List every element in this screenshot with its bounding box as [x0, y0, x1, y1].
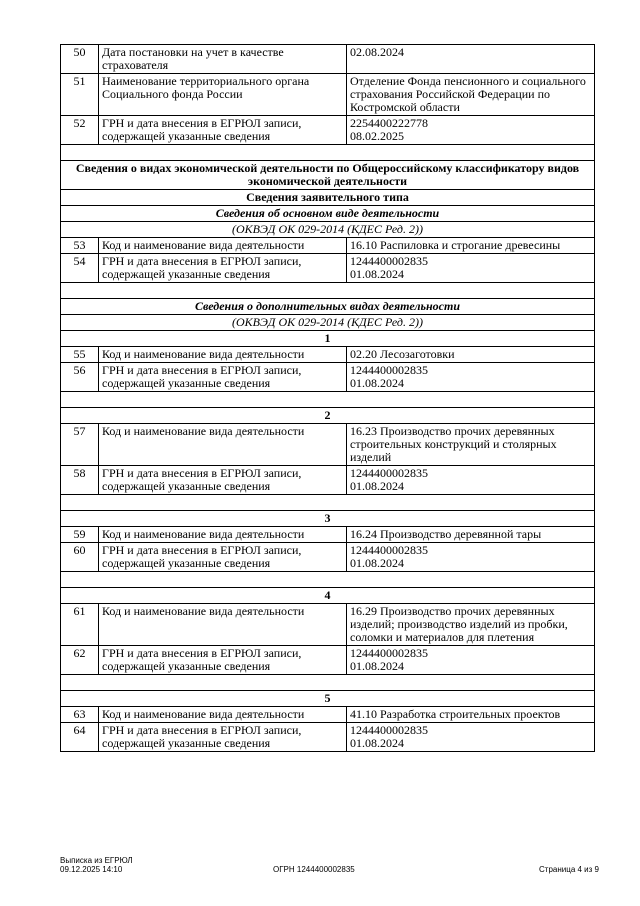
row-value-line: 1244400002835 [350, 723, 428, 737]
row-value-line: 16.23 Производство прочих деревянных строительных конструкций и столярных изделий [350, 424, 557, 464]
row-value-line: 01.08.2024 [350, 479, 404, 493]
row-number: 52 [61, 116, 99, 145]
row-value [347, 254, 595, 283]
activity-index: 2 [61, 408, 595, 424]
table-row [61, 363, 595, 392]
separator-row [61, 283, 595, 299]
row-label: ГРН и дата внесения в ЕГРЮЛ записи, содержащей указанные сведения [99, 646, 347, 675]
row-value-line: 41.10 Разработка строительных проектов [350, 707, 561, 721]
row-value-line: 1244400002835 [350, 466, 428, 480]
table-row [61, 707, 595, 723]
row-label: ГРН и дата внесения в ЕГРЮЛ записи, содержащей указанные сведения [99, 543, 347, 572]
activity-index-row [61, 511, 595, 527]
row-value [347, 543, 595, 572]
section-heading: Сведения о видах экономической деятельности по Общероссийскому классификатору видов экономической деятельности [61, 161, 595, 190]
row-value-line: 1244400002835 [350, 254, 428, 268]
row-label: ГРН и дата внесения в ЕГРЮЛ записи, содержащей указанные сведения [99, 254, 347, 283]
section-heading: Сведения заявительного типа [61, 190, 595, 206]
separator-row [61, 675, 595, 691]
separator-row [61, 145, 595, 161]
row-number: 58 [61, 466, 99, 495]
activity-index-row [61, 408, 595, 424]
row-value [347, 723, 595, 752]
row-label: Код и наименование вида деятельности [99, 238, 347, 254]
row-number: 60 [61, 543, 99, 572]
row-value-line: Отделение Фонда пенсионного и социального страхования Российской Федерации по Костромской области [350, 74, 586, 114]
row-value [347, 604, 595, 646]
subsection-heading: Сведения о дополнительных видах деятельности [61, 299, 595, 315]
table-row [61, 646, 595, 675]
table-row [61, 74, 595, 116]
row-value-line: 16.24 Производство деревянной тары [350, 527, 542, 541]
activity-index-row [61, 588, 595, 604]
row-value-line: 16.10 Распиловка и строгание древесины [350, 238, 561, 252]
row-value-line: 01.08.2024 [350, 736, 404, 750]
separator-row [61, 392, 595, 408]
activity-index: 3 [61, 511, 595, 527]
row-label: Код и наименование вида деятельности [99, 707, 347, 723]
row-value-line: 16.29 Производство прочих деревянных изделий; производство изделий из пробки, соломки и материалов для плетения [350, 604, 568, 644]
separator-cell [61, 283, 595, 299]
classifier-note: (ОКВЭД ОК 029-2014 (КДЕС Ред. 2)) [61, 222, 595, 238]
table-row [61, 254, 595, 283]
row-number: 62 [61, 646, 99, 675]
row-value-line: 01.08.2024 [350, 267, 404, 281]
row-value-line: 08.02.2025 [350, 129, 404, 143]
activity-index-row [61, 331, 595, 347]
row-number: 51 [61, 74, 99, 116]
row-label: Дата постановки на учет в качестве страхователя [99, 45, 347, 74]
row-value-line: 02.08.2024 [350, 45, 404, 59]
row-label: ГРН и дата внесения в ЕГРЮЛ записи, содержащей указанные сведения [99, 116, 347, 145]
row-label: ГРН и дата внесения в ЕГРЮЛ записи, содержащей указанные сведения [99, 466, 347, 495]
row-value [347, 347, 595, 363]
section-heading-row [61, 190, 595, 206]
activity-index: 4 [61, 588, 595, 604]
table-row [61, 45, 595, 74]
row-value [347, 238, 595, 254]
classifier-note-row [61, 315, 595, 331]
row-value [347, 707, 595, 723]
row-number: 53 [61, 238, 99, 254]
row-value [347, 527, 595, 543]
egrul-table [60, 44, 595, 752]
separator-cell [61, 572, 595, 588]
table-row [61, 543, 595, 572]
row-value [347, 646, 595, 675]
footer-ogrn: ОГРН 1244400002835 [273, 865, 355, 874]
row-value-line: 1244400002835 [350, 363, 428, 377]
row-number: 59 [61, 527, 99, 543]
table-row [61, 466, 595, 495]
table-row [61, 424, 595, 466]
subsection-heading-row [61, 206, 595, 222]
row-label: ГРН и дата внесения в ЕГРЮЛ записи, содержащей указанные сведения [99, 363, 347, 392]
row-value-line: 1244400002835 [350, 543, 428, 557]
footer-doc-name: Выписка из ЕГРЮЛ [60, 856, 133, 865]
separator-cell [61, 145, 595, 161]
row-number: 61 [61, 604, 99, 646]
classifier-note-row [61, 222, 595, 238]
row-value [347, 74, 595, 116]
subsection-heading-row [61, 299, 595, 315]
row-number: 56 [61, 363, 99, 392]
row-value-line: 01.08.2024 [350, 659, 404, 673]
row-label: Код и наименование вида деятельности [99, 527, 347, 543]
row-number: 50 [61, 45, 99, 74]
section-heading-row [61, 161, 595, 190]
separator-cell [61, 495, 595, 511]
separator-row [61, 495, 595, 511]
row-value [347, 116, 595, 145]
row-label: Код и наименование вида деятельности [99, 347, 347, 363]
table-row [61, 527, 595, 543]
footer-left [60, 856, 133, 874]
row-number: 54 [61, 254, 99, 283]
table-row [61, 238, 595, 254]
row-label: Код и наименование вида деятельности [99, 604, 347, 646]
separator-cell [61, 675, 595, 691]
activity-index-row [61, 691, 595, 707]
row-number: 57 [61, 424, 99, 466]
row-number: 64 [61, 723, 99, 752]
footer-datetime: 09.12.2025 14:10 [60, 865, 123, 874]
row-value [347, 466, 595, 495]
egrul-table-body [61, 45, 595, 752]
row-label: Код и наименование вида деятельности [99, 424, 347, 466]
activity-index: 1 [61, 331, 595, 347]
row-value [347, 363, 595, 392]
row-value [347, 45, 595, 74]
separator-row [61, 572, 595, 588]
table-row [61, 604, 595, 646]
table-row [61, 723, 595, 752]
activity-index: 5 [61, 691, 595, 707]
subsection-heading: Сведения об основном виде деятельности [61, 206, 595, 222]
table-row [61, 347, 595, 363]
row-value [347, 424, 595, 466]
row-value-line: 1244400002835 [350, 646, 428, 660]
row-value-line: 02.20 Лесозаготовки [350, 347, 455, 361]
row-label: Наименование территориального органа Социального фонда России [99, 74, 347, 116]
row-number: 55 [61, 347, 99, 363]
row-value-line: 01.08.2024 [350, 556, 404, 570]
row-value-line: 2254400222778 [350, 116, 428, 130]
separator-cell [61, 392, 595, 408]
row-value-line: 01.08.2024 [350, 376, 404, 390]
row-label: ГРН и дата внесения в ЕГРЮЛ записи, содержащей указанные сведения [99, 723, 347, 752]
table-row [61, 116, 595, 145]
row-number: 63 [61, 707, 99, 723]
classifier-note: (ОКВЭД ОК 029-2014 (КДЕС Ред. 2)) [61, 315, 595, 331]
footer-page-number: Страница 4 из 9 [539, 865, 599, 874]
